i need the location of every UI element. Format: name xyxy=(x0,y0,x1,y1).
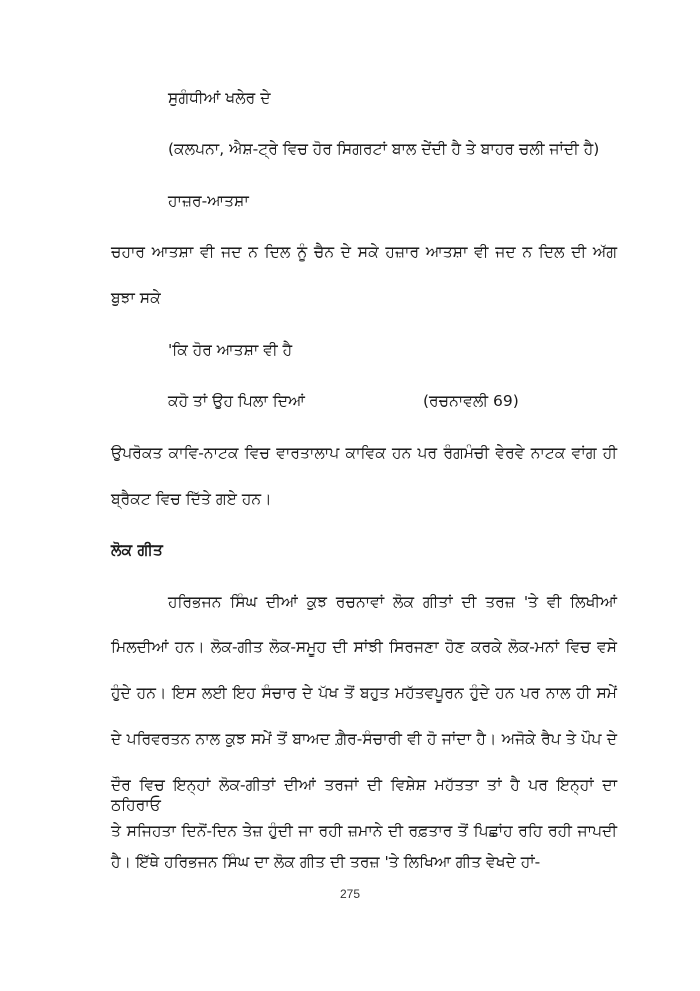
paragraph-line: ਹਰਿਭਜਨ ਸਿੰਘ ਦੀਆਂ ਕੁਝ ਰਚਨਾਵਾਂ ਲੋਕ ਗੀਤਾਂ ਦੀ ਤਰਜ਼ 'ਤੇ ਵੀ ਲਿਖੀਆਂ xyxy=(168,593,617,611)
verse-line: 'ਕਿ ਹੋਰ ਆਤਸ਼ਾ ਵੀ ਹੈ xyxy=(168,341,293,359)
verse-line: ਕਹੋ ਤਾਂ ਉਹ ਪਿਲਾ ਦਿਆਂ xyxy=(168,392,305,410)
paragraph-line: ਮਿਲਦੀਆਂ ਹਨ। ਲੋਕ-ਗੀਤ ਲੋਕ-ਸਮੂਹ ਦੀ ਸਾਂਝੀ ਸਿਰਜਣਾ ਹੋਣ ਕਰਕੇ ਲੋਕ-ਮਨਾਂ ਵਿਚ ਵਸੇ xyxy=(111,638,617,656)
couplet-line: ਚਹਾਰ ਆਤਸ਼ਾ ਵੀ ਜਦ ਨ ਦਿਲ ਨੂੰ ਚੈਨ ਦੇ ਸਕੇ ਹਜ਼ਾਰ ਆਤਸ਼ਾ ਵੀ ਜਦ ਨ ਦਿਲ ਦੀ ਅੱਗ xyxy=(111,243,617,261)
page-number: 275 xyxy=(339,887,361,901)
citation: (ਰਚਨਾਵਲੀ 69) xyxy=(423,392,519,410)
paragraph-line: ਦੇ ਪਰਿਵਰਤਨ ਨਾਲ ਕੁਝ ਸਮੇਂ ਤੋਂ ਬਾਅਦ ਗ਼ੈਰ-ਸੰਚਾਰੀ ਵੀ ਹੋ ਜਾਂਦਾ ਹੈ। ਅਜੋਕੇ ਰੈਪ ਤੇ ਪੌਪ ਦੇ xyxy=(111,730,617,748)
verse-line: ਸੁਗੰਧੀਆਂ ਖਲੇਰ ਦੇ xyxy=(168,89,271,107)
paragraph-line: ਹੁੰਦੇ ਹਨ। ਇਸ ਲਈ ਇਹ ਸੰਚਾਰ ਦੇ ਪੱਖ ਤੋਂ ਬਹੁਤ ਮਹੱਤਵਪੂਰਨ ਹੁੰਦੇ ਹਨ ਪਰ ਨਾਲ ਹੀ ਸਮੇਂ xyxy=(111,684,617,702)
stage-direction: (ਕਲਪਨਾ, ਐਸ਼-ਟ੍ਰੇ ਵਿਚ ਹੋਰ ਸਿਗਰਟਾਂ ਬਾਲ ਦੇਂਦੀ ਹੈ ਤੇ ਬਾਹਰ ਚਲੀ ਜਾਂਦੀ ਹੈ) xyxy=(168,140,600,158)
paragraph-line: ਤੇ ਸਜਿਹਤਾ ਦਿਨੋਂ-ਦਿਨ ਤੇਜ਼ ਹੁੰਦੀ ਜਾ ਰਹੀ ਜ਼ਮਾਨੇ ਦੀ ਰਫ਼ਤਾਰ ਤੋਂ ਪਿਛਾਂਹ ਰਹਿ ਰਹੀ ਜਾਪਦੀ xyxy=(111,822,617,840)
couplet-line: ਬੁਝਾ ਸਕੇ xyxy=(111,289,161,307)
paragraph-line: ਉਪਰੋਕਤ ਕਾਵਿ-ਨਾਟਕ ਵਿਚ ਵਾਰਤਾਲਾਪ ਕਾਵਿਕ ਹਨ ਪਰ ਰੰਗਮੰਚੀ ਵੇਰਵੇ ਨਾਟਕ ਵਾਂਗ ਹੀ xyxy=(111,444,617,462)
paragraph-line: ਦੌਰ ਵਿਚ ਇਨ੍ਹਾਂ ਲੋਕ-ਗੀਤਾਂ ਦੀਆਂ ਤਰਜਾਂ ਦੀ ਵਿਸ਼ੇਸ਼ ਮਹੱਤਤਾ ਤਾਂ ਹੈ ਪਰ ਇਨ੍ਹਾਂ ਦਾ ਠਹਿਰਾਓ xyxy=(111,776,617,814)
verse-line: ਹਾਜ਼ਰ-ਆਤਸ਼ਾ xyxy=(168,192,249,210)
section-heading: ਲੋਕ ਗੀਤ xyxy=(111,541,163,559)
paragraph-line: ਬ੍ਰੈਕਟ ਵਿਚ ਦਿੱਤੇ ਗਏ ਹਨ। xyxy=(111,490,272,508)
paragraph-line: ਹੈ। ਇੱਥੇ ਹਰਿਭਜਨ ਸਿੰਘ ਦਾ ਲੋਕ ਗੀਤ ਦੀ ਤਰਜ਼ 'ਤੇ ਲਿਖਿਆ ਗੀਤ ਵੇਖਦੇ ਹਾਂ- xyxy=(111,853,541,871)
